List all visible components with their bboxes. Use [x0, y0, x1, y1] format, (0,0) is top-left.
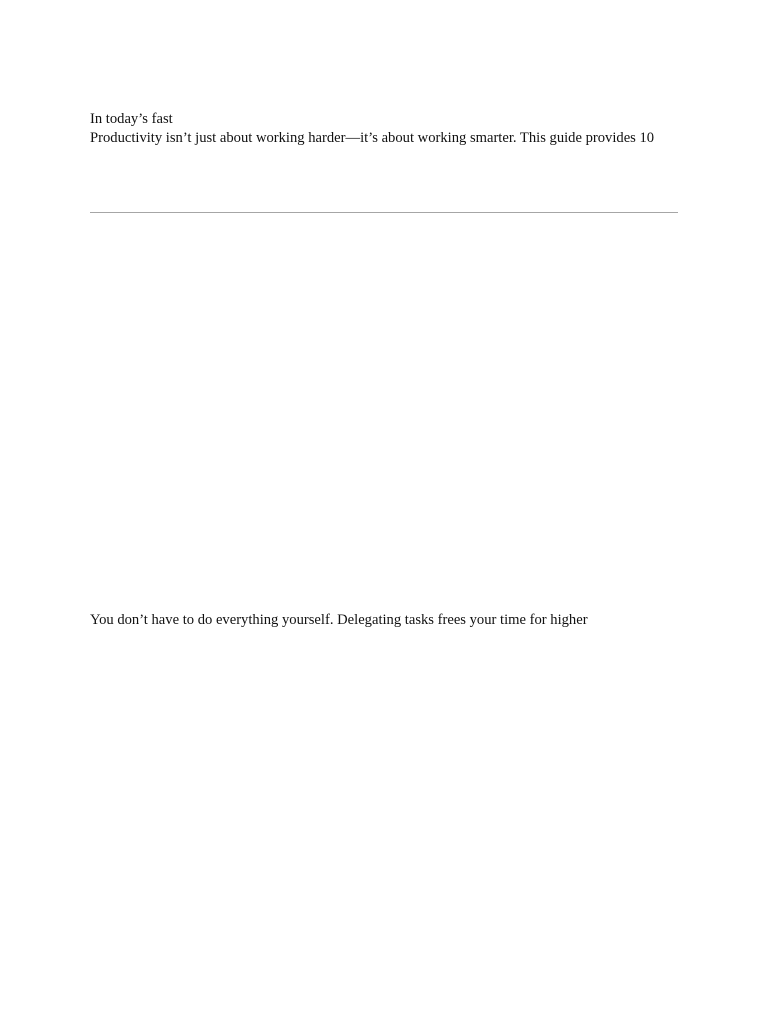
intro-text: In today’s fast [90, 111, 173, 127]
productivity-paragraph: Productivity isn’t just about working harder—it’s about working smarter. This guide provides 10 [90, 130, 655, 146]
horizontal-rule [90, 212, 678, 213]
delegation-paragraph: You don’t have to do everything yourself. Delegating tasks frees your time for higher [90, 612, 588, 628]
